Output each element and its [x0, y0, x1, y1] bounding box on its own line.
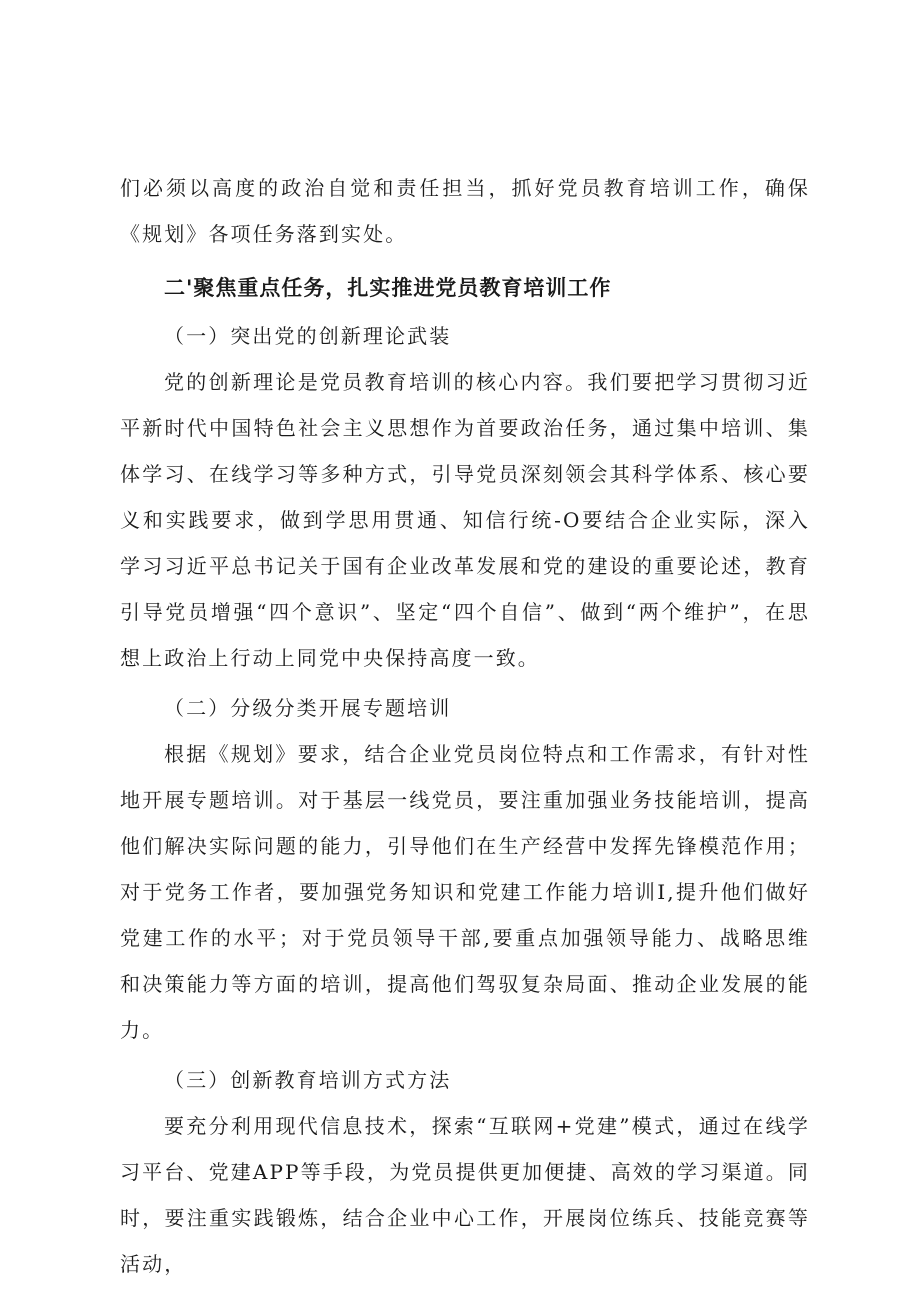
continuation-paragraph: 们必须以高度的政治自觉和责任担当，抓好党员教育培训工作，确保《规划》各项任务落到实处。 [120, 176, 810, 246]
document-body [120, 165, 810, 1287]
subsection-body-2: 根据《规划》要求，结合企业党员岗位特点和工作需求，有针对性地开展专题培训。对于基层一线党员，要注重加强业务技能培训，提高他们解决实际问题的能力，引导他们在生产经营中发挥先锋模范作用；对于党务工作者，要加强党务知识和党建工作能力培训I,提升他们做好党建工作的水平；对于党员领导干部,要重点加强领导能力、战略思维和决策能力等方面的培训，提高他们驾驭复杂局面、推动企业发展的能力。 [120, 742, 810, 1042]
subsection-body-1: 党的创新理论是党员教育培训的核心内容。我们要把学习贯彻习近平新时代中国特色社会主义思想作为首要政治任务，通过集中培训、集体学习、在线学习等多种方式，引导党员深刻领会其科学体系、核心要义和实践要求，做到学思用贯通、知信行统-O要结合企业实际，深入学习习近平总书记关于国有企业改革发展和党的建设的重要论述，教育引导党员增强“四个意识”、坚定“四个自信”、做到“两个维护”，在思想上政治上行动上同党中央保持高度一致。 [120, 370, 810, 670]
subsection-heading-1: （一）突出党的创新理论武装 [164, 324, 452, 348]
subsection-heading-2: （二）分级分类开展专题培训 [164, 696, 452, 720]
section-heading: 二'聚焦重点任务，扎实推进党员教育培训工作 [164, 276, 612, 300]
subsection-heading-3: （三）创新教育培训方式方法 [164, 1068, 452, 1092]
subsection-body-3: 要充分利用现代信息技术，探索“互联网+党建”模式，通过在线学习平台、党建APP等手段，为党员提供更加便捷、高效的学习渠道。同时，要注重实践锻炼，结合企业中心工作，开展岗位练兵、技能竞赛等活动， [120, 1114, 810, 1276]
